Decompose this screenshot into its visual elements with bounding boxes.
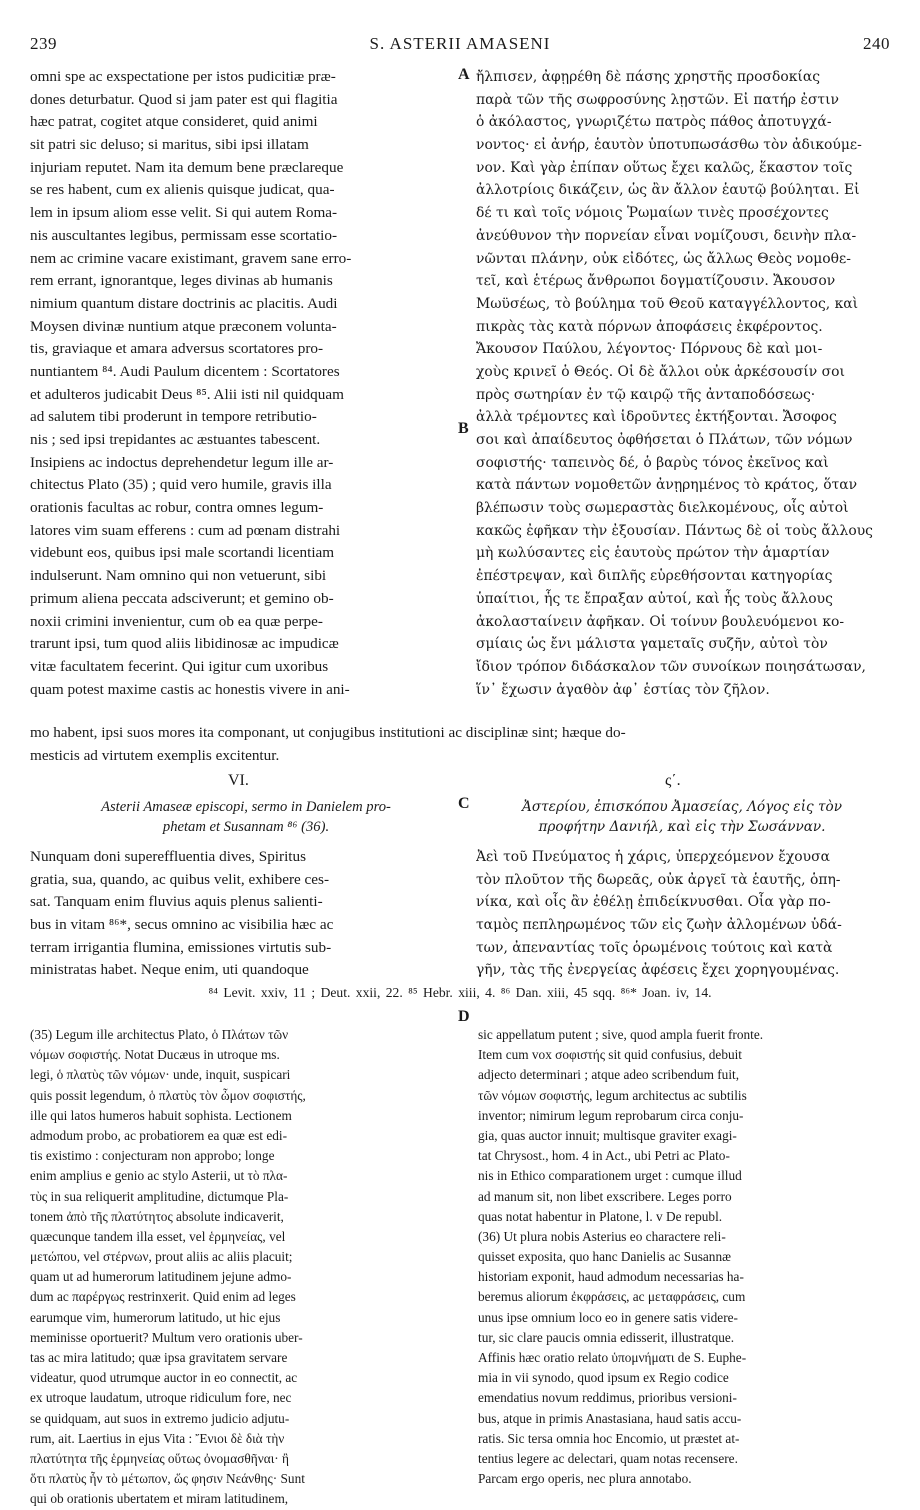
latin-line: nis auscultantes legibus, permissam esse scortatio- [30,226,338,244]
greek-homily-line: νίκα, καὶ οἷς ἂν ἐθέλῃ ἐπιδείκνυσθαι. Οἷα γὰρ πο- [476,894,831,911]
note-line: gia, quas auctor innuit; multisque graviter exagi- [478,1127,737,1143]
note-line: quis possit legendum, ὁ πλατὺς τὸν ὦμον σοφιστής, [30,1087,306,1103]
note-line: inventor; nimirum legum reprobarum circa conju- [478,1107,744,1123]
latin-line: tis, graviaque et amara adversus scortatores pro- [30,340,324,358]
section-title-greek [476,797,888,837]
note-line: dum ac παρέργως restrinxerit. Quid enim ad leges [30,1289,296,1305]
note-line: νόμων σοφιστής. Notat Ducæus in utroque ms. [30,1047,280,1063]
note-line: beremus aliorum ἐκφράσεις, ac μεταφράσεις, cum [478,1289,746,1305]
greek-line: ὁ ἀκόλαστος, γνωριζέτω πατρὸς πάθος ἀποτυγχά- [476,114,832,131]
section-number-latin: VI. [228,772,249,789]
note-line: (36) Ut plura nobis Asterius eo charactere reli- [478,1228,726,1244]
page-number-left: 239 [30,34,57,53]
latin-line: noxii crimini invenientur, cum ob ea quæ perpe- [30,612,323,630]
greek-line: πικρὰς τὰς κατὰ πόρνων ἀποφάσεις ἐκφέροντος. [476,318,823,335]
note-line: τὺς in sua reliquerit amplitudine, dictumque Pla- [30,1188,289,1204]
scripture-references: ⁸⁴ Levit. xxiv, 11 ; Deut. xxii, 22. ⁸⁵ Hebr. xiii, 4. ⁸⁶ Dan. xiii, 45 sqq. ⁸⁶* Joan. iv, 14. [208,985,712,1000]
latin-line: indulserunt. Nam omnino qui non vetuerunt, sibi [30,567,327,585]
greek-line: σοφιστής· ταπεινὸς δέ, ὁ βαρὺς τόνος ἐκεῖνος καὶ [476,454,829,471]
note-line: unus ipse omnium loco eo in genere satis videre- [478,1309,738,1325]
latin-line: vitæ facultatem fecerint. Qui igitur cum uxoribus [30,657,329,675]
greek-homily-line: των, ἀπεναντίας τοῖς ὁρωμένοις τούτοις καὶ κατὰ [476,939,833,956]
greek-homily-line: γῆν, τὰς τῆς ἐνεργείας ἀφέσεις ἔχει χορηγουμένας. [476,962,840,979]
greek-homily-line: Ἀεὶ τοῦ Πνεύματος ἡ χάρις, ὑπερχεόμενον ἔχουσα [476,849,830,865]
greek-line: σμίαις ὡς ἔνι μάλιστα γαμεταῖς συζῆν, αὐτοὶ τὸν [476,636,828,653]
note-line: legi, ὁ πλατὺς τῶν νόμων· unde, inquit, suspicari [30,1067,291,1083]
note-line: historiam exponit, haud admodum necessarias ha- [478,1269,744,1285]
note-line: nis in Ethico comparationem urget : cumque illud [478,1168,742,1184]
latin-line: quam potest maxime castis ac honestis vivere in ani- [30,680,350,698]
latin-homily-line: Nunquam doni supereffluentia dives, Spiritus [30,848,307,865]
note-line: adjecto determinari ; atque adeo scribendum fuit, [478,1067,740,1083]
greek-line: ἵν᾽ ἔχωσιν ἀγαθὸν ἀφ᾽ ἑστίας τὸν ζῆλον. [476,681,770,698]
section-title-latin [30,797,462,837]
title-greek-line: Ἀστερίου, ἐπισκόπου Ἀμασείας, Λόγος εἰς τὸν [522,799,842,815]
latin-homily-line: sat. Tanquam enim fluvius aquis plenus salienti- [30,893,323,911]
title-latin-line: phetam et Susannam ⁸⁶ (36). [162,819,330,835]
section-number-greek: ς΄. [665,772,681,789]
greek-line: πρὸς σωτηρίαν ἐν τῷ καιρῷ τῆς ἀνταποδόσεως· [476,386,816,403]
greek-line: βλέπωσιν τοὺς σωμεραστὰς διελκομένους, οἷς αὐτοὶ [476,500,849,517]
latin-line: latores vim suam efferens : cum ad pœnam distrahi [30,521,341,539]
note-line: emendatius novum reddimus, prioribus versioni- [478,1390,737,1406]
note-line: Affinis hæc oratio relato ὑπομνήματι de S. Euphe- [478,1350,747,1365]
full-width-text [30,722,890,767]
latin-line: Insipiens ac indoctus deprehendetur legum ille ar- [30,453,334,471]
greek-line: ὑπαίτιοι, ἧς τε ἔπραξαν αὐτοί, καὶ ἧς τοὺς ἄλλους [476,590,833,607]
margin-letter-d: D [458,1008,470,1025]
latin-line: ad salutem tibi proderunt in tempore retributio- [30,408,317,426]
latin-line: nis ; sed ipsi trepidantes ac æstuantes tabescent. [30,431,321,448]
notes-left [30,1025,462,1510]
greek-homily-text [476,846,888,982]
latin-line: se res habent, cum ex alienis quisque judicat, qua- [30,181,335,199]
note-line: Parcam ergo operis, nec plura annotabo. [478,1471,692,1487]
greek-line: ἀλλὰ τρέμοντες καὶ ἱδροῦντες ἐκτήξονται. Ἄσοφος [476,409,837,426]
latin-line: videbunt eos, quibus ipsi male scortandi licentiam [30,544,335,562]
latin-line: lem in ipsum aliom esse velit. Si qui autem Roma- [30,204,338,222]
note-line: quisset exposita, quo hanc Danielis ac Susannæ [478,1249,731,1265]
latin-line: chitectus Plato (35) ; quid vero humile, gravis illa [30,476,332,494]
latin-line: nuntiantem ⁸⁴. Audi Paulum dicentem : Scortatores [30,362,340,380]
greek-line: Ἄκουσον Παύλου, λέγοντος· Πόρνους δὲ καὶ μοι- [476,341,823,358]
greek-line: ἀλλοτρίοις δικάζειν, ὡς ἂν ἄλλον ἑαυτῷ βούληται. Εἰ [476,182,860,199]
latin-line: omni spe ac exspectatione per istos pudicitiæ præ- [30,68,336,85]
latin-line: hæc patrat, cogitet atque consideret, quid animi [30,113,318,131]
note-line: videatur, quod utrumque auctor in eo connectit, ac [30,1370,298,1386]
greek-line: ἐπέστρεψαν, καὶ διπλῆς εὑρεθήσονται κατηγορίας [476,568,833,585]
greek-line: κακῶς ἐφῆκαν τὴν ἐξουσίαν. Πάντως δὲ οἱ τοὺς ἄλλους [476,522,873,539]
greek-line: δέ τι καὶ τοῖς νόμοις Ῥωμαίων τινὲς προσέχοντες [476,205,829,222]
greek-line: νον. Καὶ γὰρ ἐπίπαν οὕτως ἔχει καλῶς, ἕκαστον τοῖς [476,159,853,176]
running-header [30,34,890,58]
latin-line: primum aliena peccata adsciverunt; et gemino ob- [30,589,334,607]
note-line: ex utroque laudatum, utroque ridiculum fore, nec [30,1390,292,1406]
note-line: tentius legere ac delectari, quam notas recensere. [478,1450,738,1466]
note-line: quam ut ad humerorum latitudinem jejune admo- [30,1269,292,1285]
note-line: rum, ait. Laertius in ejus Vita : Ἔνιοι δὲ διὰ τὴν [30,1430,285,1446]
note-line: tat Chrysost., hom. 4 in Act., ubi Petri ac Plato- [478,1148,730,1164]
latin-column [30,66,462,701]
greek-line: χοὺς κρινεῖ ὁ Θεός. Οἱ δὲ ἄλλοι οὐκ ἀρκέσουσίν σοι [476,363,845,380]
full-line: mo habent, ipsi suos mores ita componant, ut conjugibus institutioni ac disciplinæ sint; hæque do- [30,724,626,741]
margin-letter-c: C [458,795,470,812]
greek-line: νοντος· εἰ ἀνήρ, ἑαυτὸν ὑποτυπωσάσθω τὸν ἀδικούμε- [476,137,862,154]
greek-line: σοι καὶ ἀπαίδευτος ὀφθήσεται ὁ Πλάτων, τῶν νόμων [476,432,853,448]
note-line: qui ob orationis ubertatem et miram latitudinem, [30,1491,289,1507]
note-line: Item cum vox σοφιστής sit quid confusius, debuit [478,1047,743,1063]
note-line: bus, atque in primis Anastasiana, haud satis accu- [478,1410,742,1426]
greek-line: ἤλπισεν, ἀφῃρέθη δὲ πάσης χρηστῆς προσδοκίας [476,69,821,85]
title-greek-line: προφήτην Δανιήλ, καὶ εἰς τὴν Σωσάνναν. [538,819,826,835]
note-line: tur, sic clare paucis omnia edisserit, illustratque. [478,1329,735,1345]
margin-letter-a: A [458,66,470,83]
greek-line: νῶνται πλάνην, οὐκ εἰδότες, ὡς ἄλλως Θεὸς νομοθε- [476,250,851,267]
greek-line: κατὰ πάντων νομοθετῶν ἀνῃρημένος τὸ κράτος, ὅταν [476,477,858,494]
note-line: ratis. Sic tersa omnia hoc Encomio, ut præstet at- [478,1430,740,1446]
note-line: πλατύτητα τῆς ἑρμηνείας οὕτως ὀνομασθῆναι· ἢ [30,1450,289,1466]
note-line: μετώπου, vel στέρνων, prout aliis ac aliis placuit; [30,1249,293,1265]
latin-line: trarunt ipsi, tum quod aliis libidinosæ ac impudicæ [30,635,339,653]
note-line: tis existimo : conjecturam non approbo; longe [30,1148,275,1164]
note-line: enim amplius e genio ac stylo Asterii, ut τὸ πλα- [30,1168,288,1184]
full-line: mesticis ad virtutem exemplis excitentur. [30,746,280,764]
greek-homily-line: ταμὸς πεπληρωμένος τῶν εἰς ζωὴν ἀλλομένων ὑδά- [476,917,842,934]
running-title: S. ASTERII AMASENI [369,34,551,53]
greek-homily-line: τὸν πλοῦτον τῆς δωρεᾶς, οὐκ ἀργεῖ τὰ ἑαυτῆς, ὁπη- [476,871,841,888]
margin-letter-b: B [458,420,469,437]
greek-line: ἀκολασταίνειν ἀφῆκαν. Οἱ τοίνυν βουλευόμενοι κο- [476,613,845,630]
greek-line: Μωϋσέως, τὸ βούλημα τοῦ Θεοῦ καταγγέλλοντος, καὶ [476,295,859,312]
page-number-right: 240 [863,34,890,53]
note-line: τῶν νόμων σοφιστής, legum architectus ac subtilis [478,1087,747,1103]
note-line: ille qui latos humeros habuit sophista. Lectionem [30,1107,292,1123]
latin-line: injuriam reputet. Nam ita demum bene præclareque [30,158,344,176]
latin-homily-text [30,846,462,982]
latin-line: orationis facultas ac robur, contra omnes legum- [30,499,324,517]
latin-homily-line: bus in vitam ⁸⁶*, secus omnino ac visibilia hæc ac [30,916,334,934]
latin-homily-line: gratia, sua, quando, ac quibus velit, exhibere ces- [30,870,330,888]
latin-line: Moysen divinæ nuntium atque præconem volunta- [30,317,337,335]
latin-line: sit patri sic deluso; si maritus, sibi ipsi illatam [30,136,309,154]
greek-line: μὴ κωλύσαντες εἰς ἑαυτοὺς πρώτον τὴν ἁμαρτίαν [476,545,830,562]
latin-line: rem errant, ignorantque, leges divinas ab humanis [30,272,333,290]
latin-line: nem ac crimine vacare existimant, gravem sane erro- [30,249,352,267]
latin-line: dones deturbatur. Quod si jam pater est qui flagitia [30,90,338,108]
note-line: ὅτι πλατὺς ἦν τὸ μέτωπον, ὥς φησιν Νεάνθης· Sunt [30,1471,305,1487]
note-line: tas ac mira latitudo; quæ ipsa gravitatem servare [30,1350,288,1365]
latin-line: et adulteros judicabit Deus ⁸⁵. Alii isti nil quidquam [30,385,344,403]
note-line: sic appellatum putent ; sive, quod ampla fuerit fronte. [478,1027,764,1042]
note-line: meminisse oportuerit? Multum vero orationis uber- [30,1329,303,1345]
greek-line: ἴδιον τρόπον διδάσκαλον τῶν συνοίκων ποιησάτωσαν, [476,658,866,675]
latin-line: nimium quantum distare doctrinis ac placitis. Audi [30,294,338,312]
greek-line: τεῖ, καὶ ἑτέρως ἄνθρωποι δογματίζουσιν. Ἄκουσον [476,273,836,290]
note-line: ad manum sit, non libet exscribere. Leges porro [478,1188,732,1204]
latin-homily-line: terram irrigantia flumina, emissiones virtutis sub- [30,938,332,956]
note-line: quæcunque tandem illa esset, vel ἑρμηνείας, vel [30,1228,286,1244]
note-line: quas notat habentur in Platone, l. v De republ. [478,1208,723,1224]
title-latin-line: Asterii Amaseæ episcopi, sermo in Danielem pro- [101,799,391,815]
note-line: admodum probo, ac probatiorem ea quæ est edi- [30,1127,287,1143]
greek-line: ἀνεύθυνον τὴν πορνείαν εἶναι νομίζουσι, δεινὴν πλα- [476,227,857,244]
note-line: tonem ἀπὸ τῆς πλατύτητος absolute indicaverit, [30,1208,284,1224]
latin-homily-line: ministratas habet. Neque enim, uti quandoque [30,961,309,979]
note-line: se quidquam, aut suos in extremo judicio adjutu- [30,1410,290,1426]
note-line: earumque vim, humerorum latitudo, ut hic ejus [30,1309,281,1325]
note-line: (35) Legum ille architectus Plato, ὁ Πλάτων τῶν [30,1027,289,1042]
greek-column [476,66,888,701]
note-line: mia in vii synodo, quod ipsum ex Regio codice [478,1370,729,1386]
greek-line: παρὰ τῶν τῆς σωφροσύνης λῃστῶν. Εἰ πατήρ ἐστιν [476,91,840,108]
notes-right [478,1025,890,1489]
